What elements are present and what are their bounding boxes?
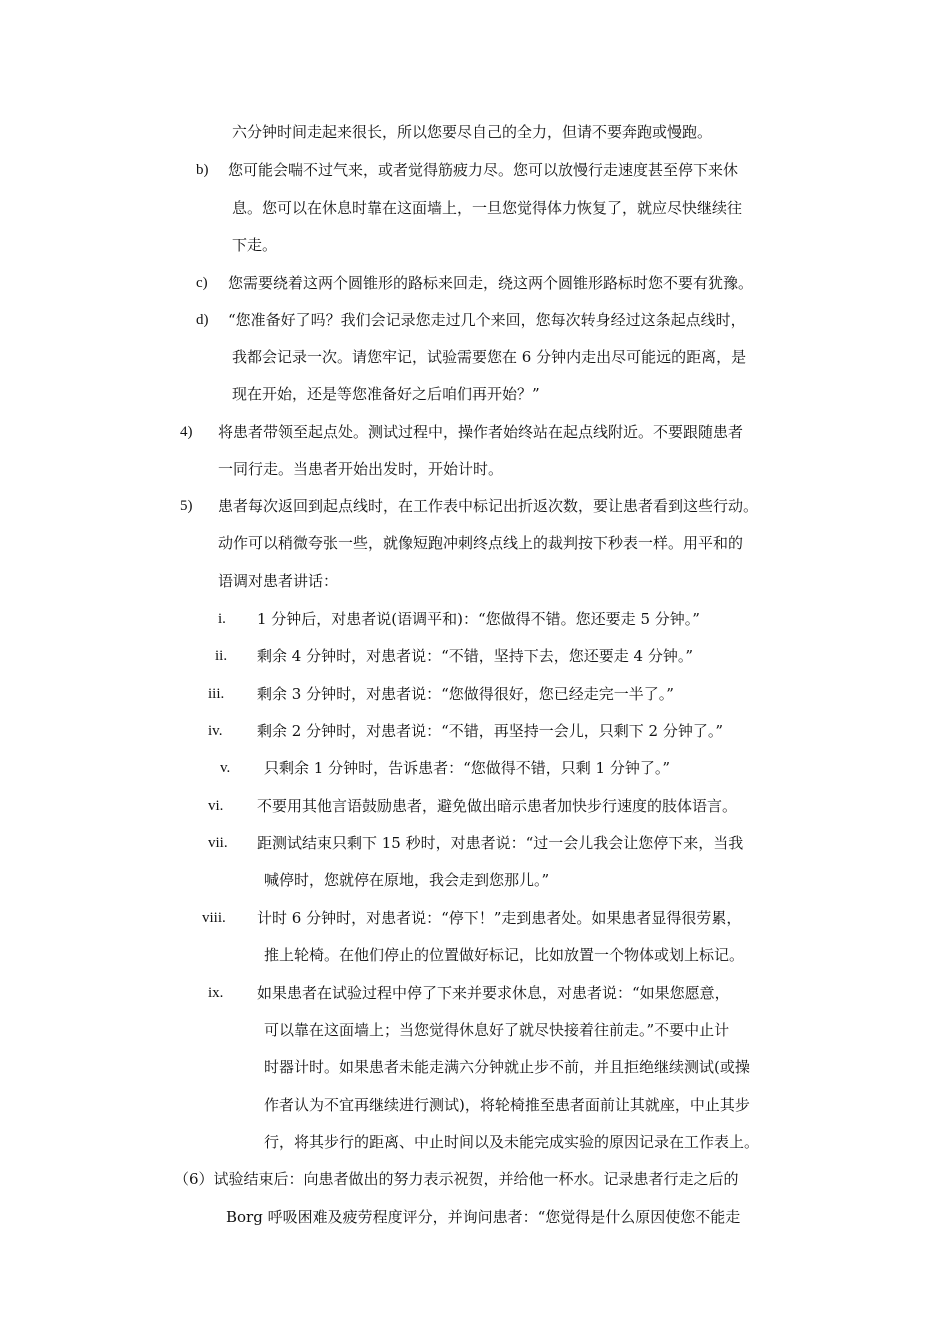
- text-line: 息。您可以在休息时靠在这面墙上，一旦您觉得体力恢复了，就应尽快继续往: [232, 199, 743, 217]
- text-line: 下走。: [232, 236, 278, 254]
- text-line: 一同行走。当患者开始出发时，开始计时。: [218, 460, 504, 478]
- text-line: 六分钟时间走起来很长，所以您要尽自己的全力，但请不要奔跑或慢跑。: [232, 123, 713, 141]
- text-line: Borg 呼吸困难及疲劳程度评分，并询问患者：“您觉得是什么原因使您不能走: [226, 1208, 741, 1226]
- text-line: 您需要绕着这两个圆锥形的路标来回走，绕这两个圆锥形路标时您不要有犹豫。: [228, 274, 754, 292]
- text-line: 作者认为不宜再继续进行测试)，将轮椅推至患者面前让其就座，中止其步: [264, 1096, 750, 1114]
- text-line: “您准备好了吗？我们会记录您走过几个来回，您每次转身经过这条起点线时，: [228, 311, 746, 329]
- text-line: （6）试验结束后：向患者做出的努力表示祝贺，并给他一杯水。记录患者行走之后的: [174, 1170, 739, 1188]
- text-line: 您可能会喘不过气来，或者觉得筋疲力尽。您可以放慢行走速度甚至停下来休: [228, 161, 739, 179]
- list-label: v.: [220, 760, 231, 776]
- text-line: 计时 6 分钟时，对患者说：“停下！”走到患者处。如果患者显得很劳累，: [257, 909, 742, 927]
- text-line: 如果患者在试验过程中停了下来并要求休息，对患者说：“如果您愿意，: [257, 984, 730, 1002]
- text-line: 不要用其他言语鼓励患者，避免做出暗示患者加快步行速度的肢体语言。: [257, 797, 738, 815]
- text-line: 距测试结束只剩下 15 秒时，对患者说：“过一会儿我会让您停下来，当我: [257, 834, 744, 852]
- text-line: 行，将其步行的距离、中止时间以及未能完成实验的原因记录在工作表上。: [264, 1133, 760, 1151]
- text-line: 时器计时。如果患者未能走满六分钟就止步不前，并且拒绝继续测试(或操: [264, 1058, 750, 1076]
- list-label: viii.: [202, 910, 226, 926]
- list-label: ix.: [208, 985, 224, 1001]
- list-label: ii.: [215, 648, 228, 664]
- list-label: i.: [218, 611, 226, 627]
- list-label: d): [196, 312, 209, 328]
- list-label: 4): [180, 424, 193, 440]
- text-line: 将患者带领至起点处。测试过程中，操作者始终站在起点线附近。不要跟随患者: [218, 423, 744, 441]
- list-label: 5): [180, 498, 193, 514]
- text-line: 患者每次返回到起点线时，在工作表中标记出折返次数，要让患者看到这些行动。: [218, 497, 759, 515]
- text-line: 语调对患者讲话：: [218, 572, 339, 590]
- text-line: 只剩余 1 分钟时，告诉患者：“您做得不错，只剩 1 分钟了。”: [264, 759, 670, 777]
- text-line: 我都会记录一次。请您牢记，试验需要您在 6 分钟内走出尽可能远的距离，是: [232, 348, 747, 366]
- list-label: iv.: [208, 723, 223, 739]
- text-line: 1 分钟后，对患者说(语调平和)：“您做得不错。您还要走 5 分钟。”: [257, 610, 700, 628]
- list-label: vii.: [208, 835, 228, 851]
- text-line: 喊停时，您就停在原地，我会走到您那儿。”: [264, 871, 550, 889]
- text-line: 动作可以稍微夸张一些，就像短跑冲刺终点线上的裁判按下秒表一样。用平和的: [218, 534, 744, 552]
- text-line: 现在开始，还是等您准备好之后咱们再开始？”: [232, 385, 540, 403]
- text-line: 剩余 2 分钟时，对患者说：“不错，再坚持一会儿，只剩下 2 分钟了。”: [257, 722, 723, 740]
- text-line: 剩余 4 分钟时，对患者说：“不错，坚持下去，您还要走 4 分钟。”: [257, 647, 693, 665]
- list-label: iii.: [208, 686, 225, 702]
- text-line: 剩余 3 分钟时，对患者说：“您做得很好，您已经走完一半了。”: [257, 685, 674, 703]
- text-line: 可以靠在这面墙上；当您觉得休息好了就尽快接着往前走。”不要中止计: [264, 1021, 730, 1039]
- list-label: vi.: [208, 798, 224, 814]
- list-label: c): [196, 275, 208, 291]
- list-label: b): [196, 162, 209, 178]
- text-line: 推上轮椅。在他们停止的位置做好标记，比如放置一个物体或划上标记。: [264, 946, 745, 964]
